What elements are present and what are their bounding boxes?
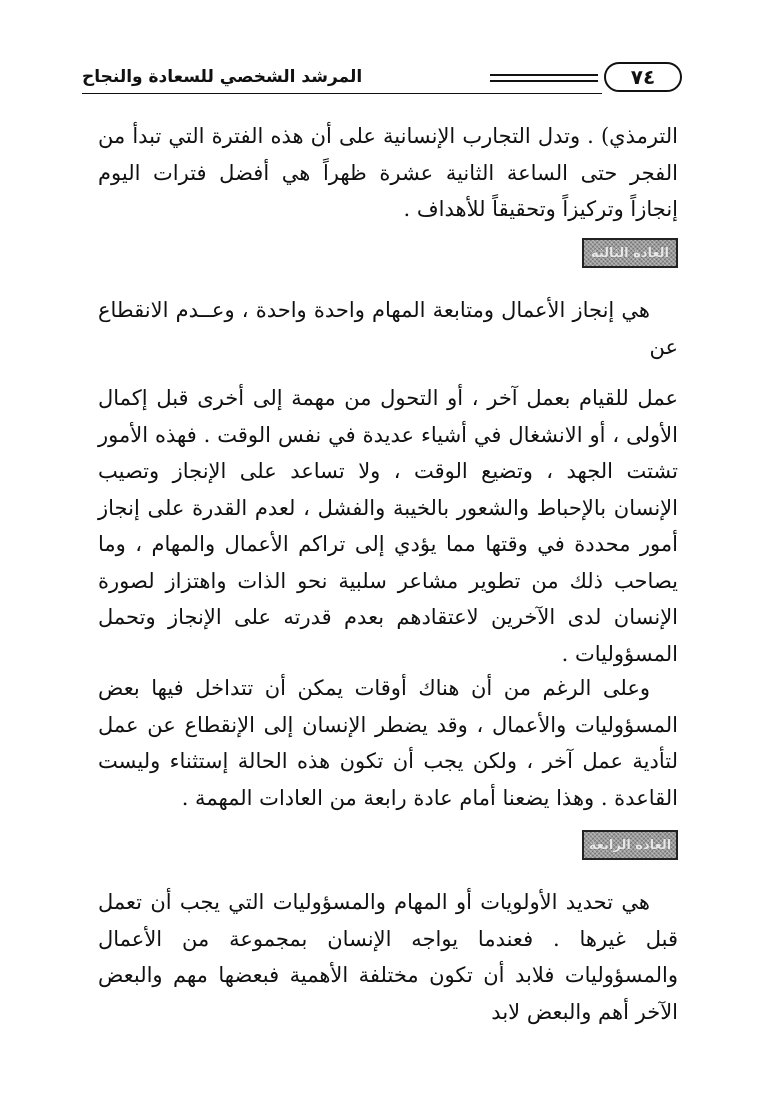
paragraph-5-text: هي تحديد الأولويات أو المهام والمسؤوليات التي يجب أن تعمل قبل غيرها . فعندما يواجه الإنسان بمجموعة من الأعمال والمسؤوليات فلابد أن تكون مختلفة الأهمية فبعضها مهم والبعض الآخر أهم والبعض لابد bbox=[98, 890, 678, 1024]
paragraph-4-text: وعلى الرغم من أن هناك أوقات يمكن أن تتداخل فيها بعض المسؤوليات والأعمال ، وقد يضطر الإنسان إلى الإنقطاع عن عمل لتأدية عمل آخر ، ولكن يجب أن تكون هذه الحالة إستثناء وليست القاعدة . وهذا يضعنا أمام عادة رابعة من العادات المهمة . bbox=[98, 676, 678, 810]
paragraph-4 bbox=[98, 670, 678, 816]
header-rule-decoration bbox=[490, 74, 598, 82]
paragraph-1 bbox=[98, 118, 678, 228]
paragraph-3-text: عمل للقيام بعمل آخر ، أو التحول من مهمة إلى أخرى قبل إكمال الأولى ، أو الانشغال في أشياء عديدة في نفس الوقت . فهذه الأمور تشتت الجهد ، وتضيع الوقت ، ولا تساعد على الإنجاز وتصيب الإنسان بالإحباط والشعور بالخيبة والفشل ، لعدم القدرة على إنجاز أمور محددة في وقتها مما يؤدي إلى تراكم الأعمال والمهام ، وما يصاحب ذلك من تطوير مشاعر سلبية نحو الذات واهتزاز لصورة الإنسان لدى الآخرين لاعتقادهم بعدم قدرته على الإنجاز وتحمل المسؤوليات . bbox=[98, 386, 678, 666]
running-header bbox=[82, 62, 682, 96]
section-heading-fourth-habit: العادة الرابعة bbox=[582, 830, 678, 860]
section-heading-third-habit: العادة الثالثة bbox=[582, 238, 678, 268]
paragraph-3 bbox=[98, 380, 678, 672]
book-title: المرشد الشخصي للسعادة والنجاح bbox=[82, 67, 363, 87]
paragraph-2 bbox=[98, 292, 678, 365]
paragraph-5 bbox=[98, 884, 678, 1030]
paragraph-2-text: هي إنجاز الأعمال ومتابعة المهام واحدة واحدة ، وعــدم الانقطاع عن bbox=[98, 298, 678, 359]
header-underline bbox=[82, 93, 602, 94]
paragraph-1-text: الترمذي) . وتدل التجارب الإنسانية على أن هذه الفترة التي تبدأ من الفجر حتى الساعة الثانية عشرة ظهراً هي أفضل فترات اليوم إنجازاً وتركيزاً وتحقيقاً للأهداف . bbox=[98, 124, 678, 221]
page-number: ٧٤ bbox=[604, 62, 682, 92]
